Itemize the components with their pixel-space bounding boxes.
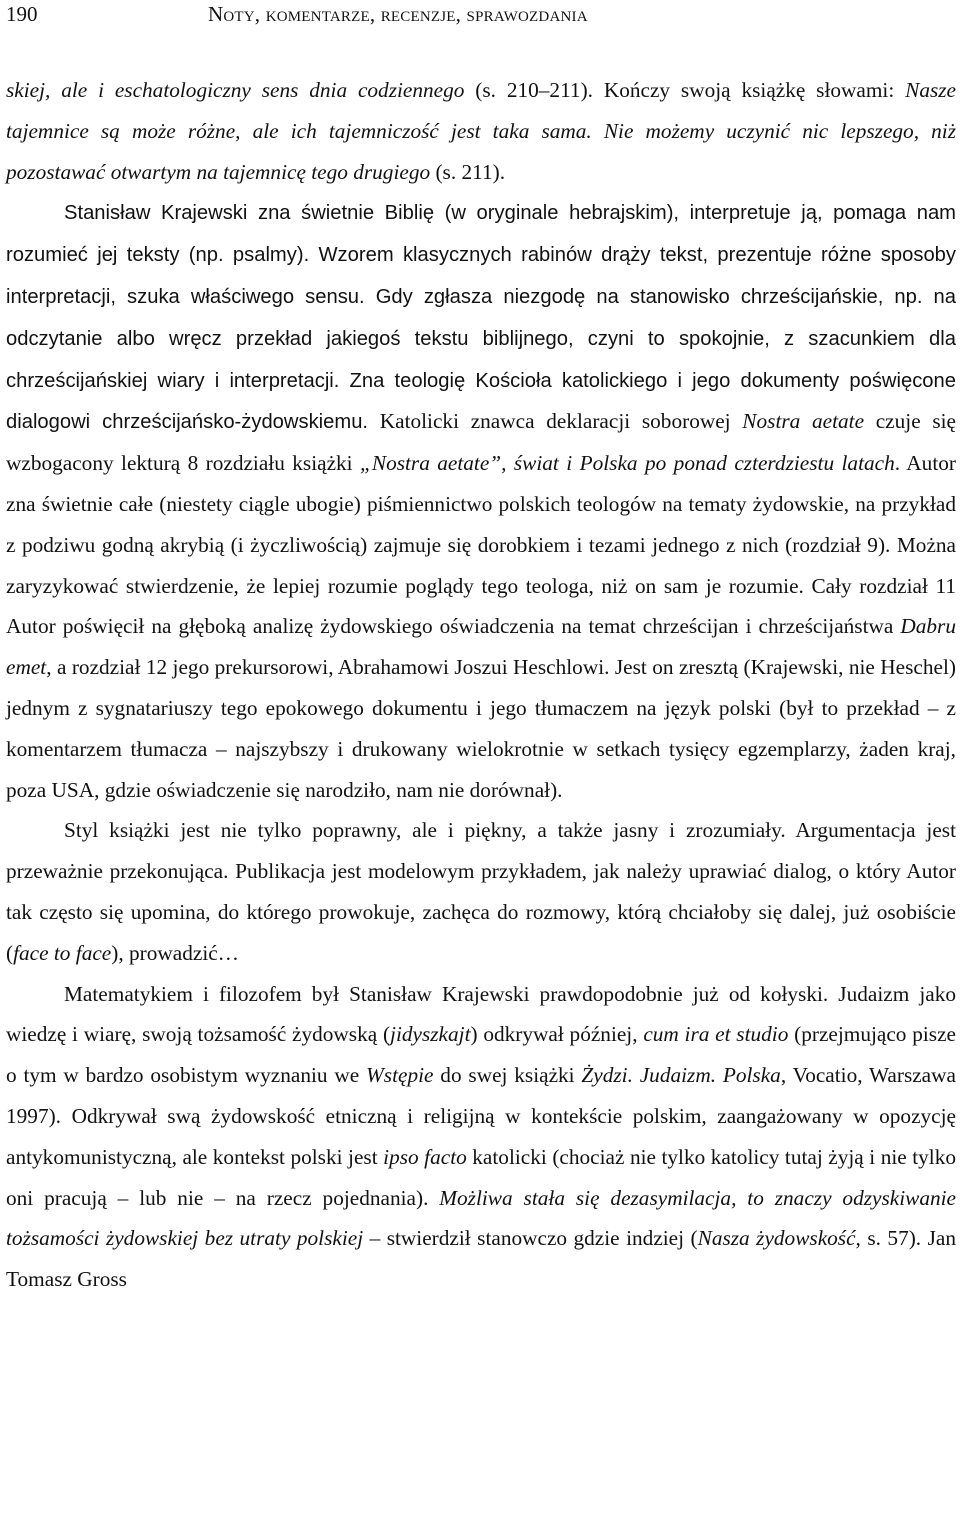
paragraph: [6, 192, 956, 810]
paragraph: [6, 70, 956, 192]
text-run: , s. 57). Jan Tomasz Gross: [6, 1226, 956, 1292]
text-run: , Vocatio, Warszawa 1997). Odkrywał swą żydowskość etniczną i religijną w kontekście polskim, zaangażowany w opozycję antykomunistyczną, ale kontekst polski jest: [6, 1063, 956, 1169]
text-run: Katolicki znawca deklaracji soborowej: [368, 409, 743, 434]
text-run: Stanisław Krajewski zna świetnie Biblię (w oryginale hebrajskim), interpretuje ją, pomaga nam rozumieć jej teksty (np. psalmy). Wzorem klasycznych rabinów drąży tekst, prezentuje różne sposoby interpretacji, szuka właściwego sensu. Gdy zgłasza niezgodę na stanowisko chrześcijańskie, np. na odczytanie albo wręcz przekład jakiegoś tekstu biblijnego, czyni to spokojnie, z szacunkiem dla chrześcijańskiej wiary i interpretacji. Zna teologię Kościoła katolickiego i jego dokumenty poświęcone dialogowi chrześcijańsko-żydowskiemu.: [6, 202, 956, 434]
text-run: Żydzi. Judaizm. Polska: [581, 1063, 781, 1088]
paragraph: [6, 974, 956, 1300]
text-run: cum ira et studio: [643, 1022, 789, 1047]
text-run: face to face: [13, 940, 112, 965]
text-run: Nostra aetate: [742, 409, 865, 434]
page-header: [6, 0, 956, 36]
text-run: , a rozdział 12 jego prekursorowi, Abrahamowi Joszui Heschlowi. Jest on zresztą (Krajewski, nie Heschel) jednym z sygnatariuszy tego epokowego dokumentu i jego tłumaczem na język polski (był to przekład – z komentarzem tłumacza – najszybszy i drukowany wielokrotnie w setkach tysięcy egzemplarzy, żaden kraj, poza USA, gdzie oświadczenie się narodziło, nam nie dorównał).: [6, 655, 956, 802]
text-run: – stwierdził stanowczo gdzie indziej (: [363, 1226, 698, 1251]
text-run: Nasza żydowskość: [697, 1226, 856, 1251]
text-run: katolicki (chociaż nie tylko katolicy tutaj żyją i nie tylko oni pracują – lub nie – na rzecz pojednania).: [6, 1144, 957, 1210]
paragraph: [6, 810, 956, 973]
text-run: ) odkrywał później,: [470, 1022, 644, 1047]
text-run: (przejmująco pisze o tym w bardzo osobistym wyznaniu we: [6, 1022, 956, 1088]
text-run: do swej książki: [433, 1063, 582, 1088]
text-run: skiej, ale i eschatologiczny sens dnia codziennego: [6, 78, 465, 102]
text-run: Matematykiem i filozofem był Stanisław Krajewski prawdopodobnie już od kołyski. Judaizm jako wiedzę i wiarę, swoją tożsamość żydowską (: [6, 981, 956, 1047]
running-head: Noty, komentarze, recenzje, sprawozdania: [208, 2, 588, 26]
text-run: jidyszkajt: [390, 1022, 471, 1047]
text-run: (s. 210–211). Kończy swoją książkę słowami:: [464, 78, 906, 102]
text-run: Nasze tajemnice są może różne, ale ich tajemniczość jest taka sama. Nie możemy uczynić nic lepszego, niż pozostawać otwartym na tajemnicę tego drugiego: [6, 78, 956, 184]
text-run: . Autor zna świetnie całe (niestety ciągle ubogie) piśmiennictwo polskich teologów na tematy żydowskie, na przykład z podziwu godną akrybią (i życzliwością) zajmuje się dorobkiem i tezami jednego z nich (rozdział 9). Można zaryzykować stwierdzenie, że lepiej rozumie poglądy tego teologa, niż on sam je rozumie. Cały rozdział 11 Autor poświęcił na głęboką analizę żydowskiego oświadczenia na temat chrześcijan i chrześcijaństwa: [6, 451, 956, 639]
text-run: czuje się wzbogacony lekturą 8 rozdziału książki: [6, 409, 957, 476]
text-run: Możliwa stała się dezasymilacja, to znaczy odzyskiwanie tożsamości żydowskiej bez utraty polskiej: [6, 1185, 956, 1251]
text-run: „Nostra aetate”, świat i Polska po ponad czterdziestu latach: [360, 451, 895, 476]
text-run: ipso facto: [383, 1144, 467, 1169]
body-text: [6, 70, 956, 1300]
text-run: Wstępie: [366, 1063, 434, 1088]
page-number: 190: [6, 2, 38, 26]
text-run: Styl książki jest nie tylko poprawny, ale i piękny, a także jasny i zrozumiały. Argumentacja jest przeważnie przekonująca. Publikacja jest modelowym przykładem, jak należy uprawiać dialog, o który Autor tak często się upomina, do którego prowokuje, zachęca do rozmowy, którą chciałoby się dalej, już osobiście (: [6, 818, 956, 965]
text-run: (s. 211).: [430, 159, 506, 184]
text-run: Dabru emet: [6, 614, 956, 680]
text-run: ), prowadzić…: [111, 940, 239, 965]
